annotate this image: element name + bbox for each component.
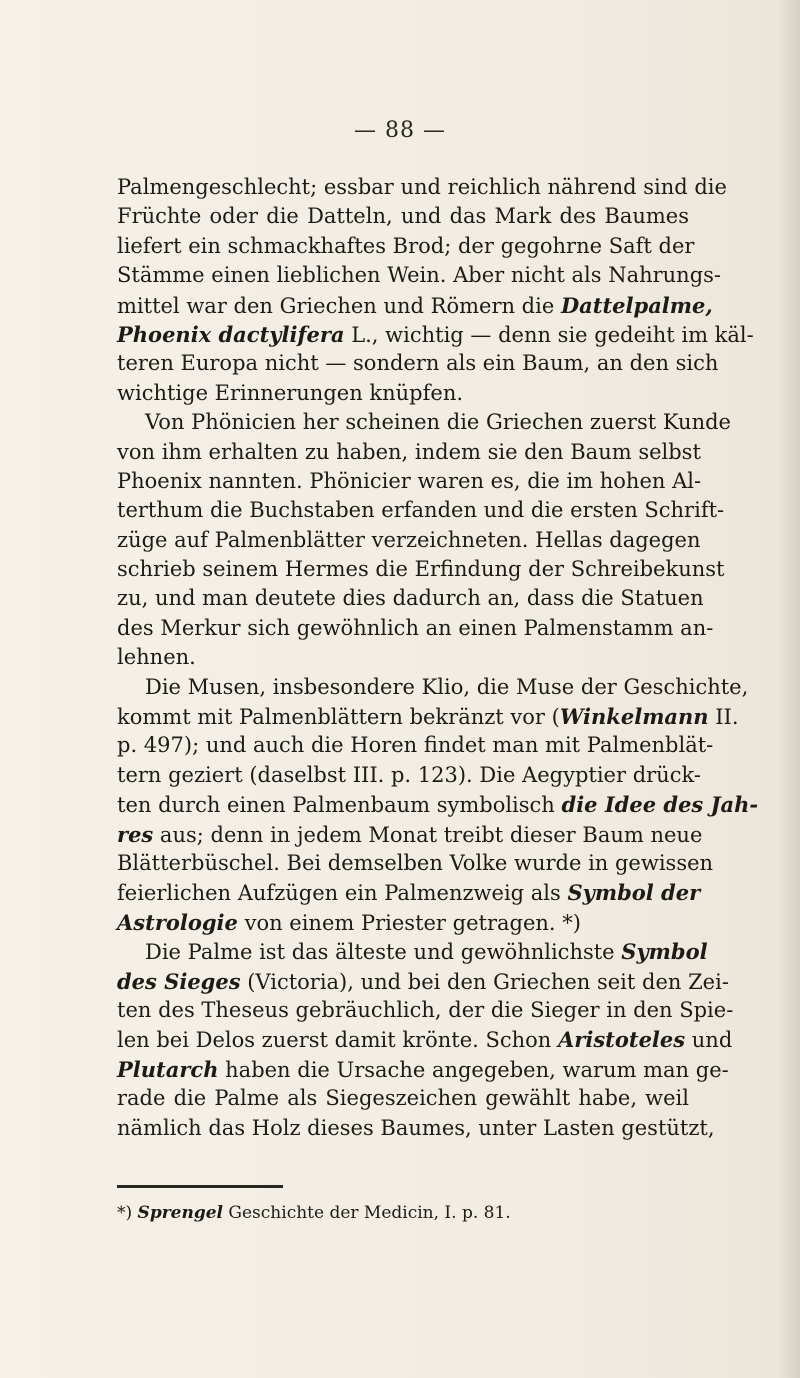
text-segment: (Victoria), und bei den Griechen seit den Zei- bbox=[240, 969, 729, 994]
text-line bbox=[117, 996, 734, 1025]
text-line bbox=[117, 937, 708, 966]
text-segment: mittel war den Griechen und Römern die bbox=[117, 293, 561, 318]
text-segment: Stämme einen lieblichen Wein. Aber nicht als Nahrungs- bbox=[117, 263, 722, 288]
text-line bbox=[117, 820, 703, 849]
text-segment: L., wichtig — denn sie gedeiht im käl- bbox=[344, 322, 754, 347]
text-line bbox=[117, 1084, 689, 1113]
text-segment: terthum die Buchstaben erfanden und die ersten Schrift- bbox=[117, 498, 725, 523]
italic-term: res bbox=[117, 821, 154, 847]
text-line bbox=[117, 261, 722, 290]
text-segment: nämlich das Holz dieses Baumes, unter Lasten gestützt, bbox=[117, 1115, 715, 1140]
text-line bbox=[117, 849, 714, 878]
text-line bbox=[117, 467, 702, 496]
page-number: — 88 — bbox=[354, 118, 446, 143]
text-segment: liefert ein schmackhaftes Brod; der gegohrne Saft der bbox=[117, 233, 695, 258]
text-segment: aus; denn in jedem Monat treibt dieser Baum neue bbox=[153, 822, 703, 847]
text-line bbox=[117, 908, 689, 937]
italic-term: Symbol der bbox=[567, 880, 701, 906]
text-line bbox=[117, 761, 701, 790]
text-segment: Blätterbüschel. Bei demselben Volke wurde in gewissen bbox=[117, 850, 714, 875]
text-segment: züge auf Palmenblätter verzeichneten. Hellas dagegen bbox=[117, 527, 701, 552]
italic-term: Winkelmann bbox=[559, 704, 709, 730]
text-segment: Von Phönicien her scheinen die Griechen zuerst Kunde bbox=[145, 410, 731, 435]
text-line bbox=[117, 584, 704, 613]
text-segment: von einem Priester getragen. *) bbox=[237, 910, 581, 935]
text-segment: len bei Delos zuerst damit krönte. Schon bbox=[117, 1028, 558, 1053]
italic-term: Plutarch bbox=[117, 1056, 219, 1082]
text-line bbox=[117, 878, 701, 907]
text-segment: feierlichen Aufzügen ein Palmenzweig als bbox=[117, 881, 568, 906]
text-segment: rade die Palme als Siegeszeichen gewählt habe, weil bbox=[117, 1086, 689, 1111]
footnote-marker: *) bbox=[117, 1203, 138, 1223]
text-segment: Früchte oder die Datteln, und das Mark des Baumes bbox=[117, 204, 689, 229]
text-segment: kommt mit Palmenblättern bekränzt vor ( bbox=[117, 705, 560, 730]
italic-term: Symbol bbox=[621, 939, 708, 965]
text-line bbox=[117, 291, 713, 320]
text-segment: schrieb seinem Hermes die Erfindung der Schreibekunst bbox=[117, 557, 725, 582]
footnote-author: Sprengel bbox=[137, 1203, 224, 1223]
text-segment: ten durch einen Palmenbaum symbolisch bbox=[117, 793, 562, 818]
text-line bbox=[117, 526, 701, 555]
text-line bbox=[117, 673, 749, 702]
text-line bbox=[117, 408, 731, 437]
text-segment: lehnen. bbox=[117, 645, 196, 670]
text-segment: von ihm erhalten zu haben, indem sie den Baum selbst bbox=[117, 439, 701, 464]
italic-term: die Idee des Jah- bbox=[561, 792, 759, 818]
footnote-rule bbox=[117, 1185, 283, 1188]
footnote bbox=[117, 1201, 689, 1225]
text-line bbox=[117, 320, 754, 349]
text-line bbox=[117, 555, 725, 584]
text-line bbox=[117, 790, 759, 819]
text-segment: tern geziert (daselbst III. p. 123). Die Aegyptier drück- bbox=[117, 762, 701, 787]
text-line bbox=[117, 202, 689, 231]
text-segment: Die Musen, insbesondere Klio, die Muse der Geschichte, bbox=[145, 674, 749, 699]
text-line bbox=[117, 1055, 729, 1084]
text-line bbox=[117, 731, 714, 760]
body-text bbox=[117, 173, 759, 1143]
text-line bbox=[117, 379, 689, 408]
page-edge-shadow bbox=[778, 0, 800, 1378]
italic-term: des Sieges bbox=[117, 968, 241, 994]
text-segment: II. bbox=[708, 705, 739, 730]
text-segment: zu, und man deutete dies dadurch an, dass die Statuen bbox=[117, 586, 704, 611]
text-segment: haben die Ursache angegeben, warum man ge- bbox=[218, 1057, 729, 1082]
text-segment: p. 497); und auch die Horen findet man mit Palmenblät- bbox=[117, 733, 714, 758]
text-line bbox=[117, 1025, 733, 1054]
text-segment: ten des Theseus gebräuchlich, der die Sieger in den Spie- bbox=[117, 997, 734, 1022]
text-line bbox=[117, 496, 725, 525]
text-line bbox=[117, 702, 739, 731]
text-segment: wichtige Erinnerungen knüpfen. bbox=[117, 380, 464, 405]
text-segment: teren Europa nicht — sondern als ein Baum, an den sich bbox=[117, 351, 719, 376]
text-line bbox=[117, 1114, 715, 1143]
text-segment: Die Palme ist das älteste und gewöhnlichste bbox=[145, 940, 622, 965]
text-line bbox=[117, 349, 719, 378]
italic-term: Dattelpalme, bbox=[560, 292, 713, 318]
italic-term: Aristoteles bbox=[558, 1027, 686, 1053]
text-line bbox=[117, 173, 727, 202]
italic-term: Phoenix dactylifera bbox=[117, 321, 345, 347]
text-segment: Palmengeschlecht; essbar und reichlich nährend sind die bbox=[117, 175, 727, 199]
text-line bbox=[117, 614, 714, 643]
text-segment: des Merkur sich gewöhnlich an einen Palmenstamm an- bbox=[117, 615, 714, 640]
text-line bbox=[117, 967, 729, 996]
text-line bbox=[117, 643, 689, 672]
text-line bbox=[117, 232, 695, 261]
text-segment: und bbox=[685, 1028, 733, 1053]
italic-term: Astrologie bbox=[117, 909, 238, 935]
footnote-text: Geschichte der Medicin, I. p. 81. bbox=[223, 1203, 511, 1223]
text-line bbox=[117, 438, 701, 467]
text-segment: Phoenix nannten. Phönicier waren es, die im hohen Al- bbox=[117, 468, 702, 493]
